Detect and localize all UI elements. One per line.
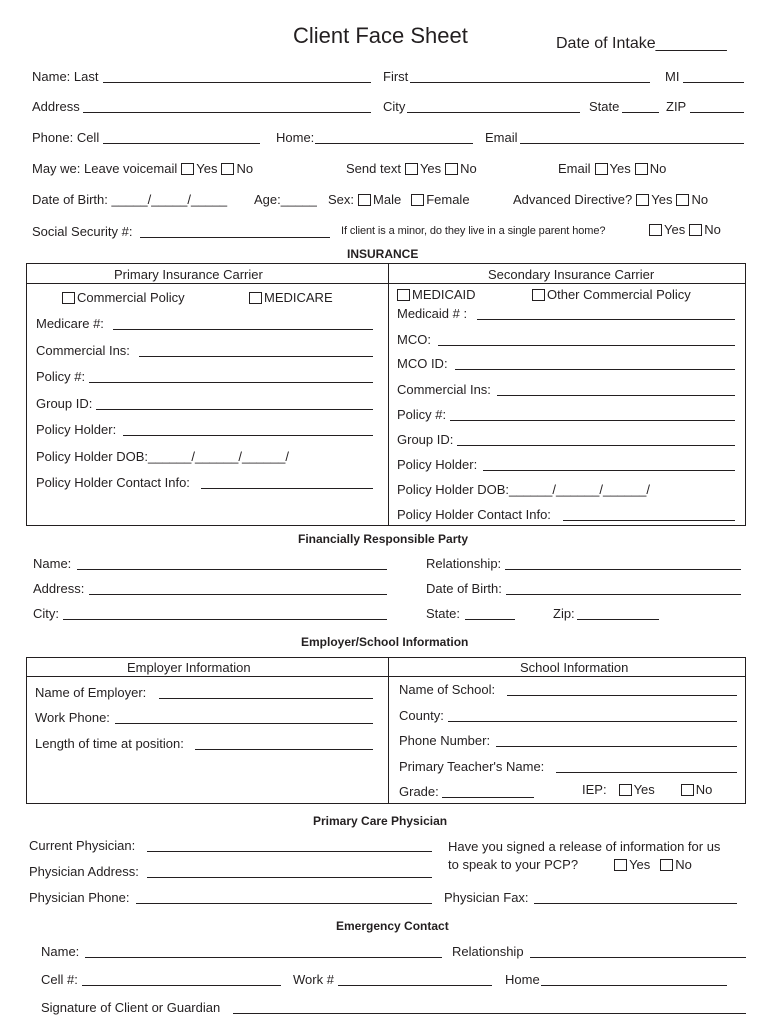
yes-label: Yes [664,222,686,237]
commercial-policy-option [58,291,185,304]
yes-label: Yes [609,161,631,176]
secondary-policy-field[interactable] [450,420,735,421]
iep-row [582,783,712,796]
state-label: State [589,99,620,114]
female-label: Female [426,192,470,207]
employer-heading: Employer/School Information [301,635,469,649]
age-label: Age:_____ [254,192,317,207]
sex-label: Sex: [328,192,355,207]
secondary-field-label: Policy Holder DOB:______/______/______/ [397,482,650,497]
school-info-header: School Information [520,660,629,675]
signature-field[interactable] [233,1013,746,1014]
dob-label: Date of Birth: _____/_____/_____ [32,192,228,207]
release-no-checkbox[interactable] [660,859,673,871]
other-commercial-checkbox[interactable] [532,289,545,301]
mco-field[interactable] [438,345,735,346]
first-name-label: First [383,69,409,84]
financial-state-field[interactable] [465,619,515,620]
ssn-field[interactable] [140,237,330,238]
mi-label: MI [665,69,680,84]
employer-divider [388,657,389,804]
physician-fax-field[interactable] [534,903,737,904]
zip-field[interactable] [690,112,744,113]
secondary-field-label: Policy #: [397,407,447,422]
primary-field-label: Policy #: [36,369,86,384]
medicaid-option [397,288,476,301]
no-label: No [695,782,713,797]
single-parent-question: If client is a minor, do they live in a single parent home? [341,225,606,237]
employer-info-header: Employer Information [127,660,251,675]
financial-dob-label: Date of Birth: [426,581,502,596]
date-of-intake-label: Date of Intake________ [556,35,727,52]
voicemail-yes-checkbox[interactable] [181,163,194,175]
commercial-policy-checkbox[interactable] [62,292,75,304]
no-label: No [649,161,667,176]
male-label: Male [373,192,402,207]
yes-label: Yes [419,161,442,176]
emergency-work-field[interactable] [338,985,492,986]
advanced-directive-row [513,193,708,206]
state-field[interactable] [622,112,659,113]
medicaid-label: MEDICAID [412,287,476,302]
no-label: No [236,161,254,176]
release-question-line2: to speak to your PCP? [448,857,579,872]
yes-label: Yes [633,782,655,797]
financial-address-field[interactable] [89,594,387,595]
ssn-label: Social Security #: [32,224,133,239]
email-yes-checkbox[interactable] [595,163,608,175]
financial-name-label: Name: [33,556,72,571]
voicemail-row [32,162,253,175]
medicare-number-field[interactable] [113,329,373,330]
last-name-label: Name: Last [32,69,99,84]
financial-name-field[interactable] [77,569,387,570]
secondary-field-label: MCO ID: [397,356,448,371]
financial-dob-field[interactable] [506,594,741,595]
work-phone-field[interactable] [115,723,373,724]
grade-field[interactable] [442,797,534,798]
county-field[interactable] [448,721,737,722]
iep-no-checkbox[interactable] [681,784,694,796]
address-field[interactable] [83,112,371,113]
sex-row [328,193,470,206]
medicaid-checkbox[interactable] [397,289,410,301]
send-text-row [346,162,477,175]
single-parent-options [645,223,721,236]
iep-label: IEP: [582,782,607,797]
physician-address-field[interactable] [147,877,432,878]
yes-label: Yes [651,192,673,207]
emergency-relationship-label: Relationship [452,944,524,959]
secondary-policy-holder-field[interactable] [483,470,735,471]
mco-id-field[interactable] [455,369,735,370]
city-field[interactable] [407,112,580,113]
employer-name-field[interactable] [159,698,373,699]
emergency-work-label: Work # [293,972,334,987]
female-checkbox[interactable] [411,194,424,206]
secondary-group-id-field[interactable] [457,445,735,446]
financial-state-label: State: [426,606,460,621]
financial-heading: Financially Responsible Party [298,532,469,546]
medicare-option [245,291,333,304]
pcp-heading: Primary Care Physician [313,814,448,828]
physician-fax-label: Physician Fax: [444,890,529,905]
commercial-policy-label: Commercial Policy [77,290,185,305]
financial-relationship-field[interactable] [505,569,741,570]
physician-phone-label: Physician Phone: [29,890,130,905]
advanced-directive-label: Advanced Directive? [513,192,633,207]
last-name-field[interactable] [103,82,371,83]
page-title: Client Face Sheet [293,23,468,48]
employer-field-label: Work Phone: [35,710,110,725]
no-label: No [704,222,721,237]
release-yes-checkbox[interactable] [614,859,627,871]
primary-policy-holder-field[interactable] [123,435,373,436]
other-commercial-label: Other Commercial Policy [547,287,691,302]
email-contact-row [558,162,666,175]
secondary-carrier-header: Secondary Insurance Carrier [488,267,655,282]
secondary-field-label: Commercial Ins: [397,382,491,397]
school-field-label: Name of School: [399,682,496,697]
email-field[interactable] [520,143,744,144]
signature-label: Signature of Client or Guardian [41,1000,221,1015]
teacher-name-field[interactable] [556,772,737,773]
primary-commercial-ins-field[interactable] [139,356,373,357]
insurance-heading: INSURANCE [347,247,419,261]
release-question-line1: Have you signed a release of information for us [448,839,721,854]
physician-address-label: Physician Address: [29,864,139,879]
employer-field-label: Name of Employer: [35,685,147,700]
male-checkbox[interactable] [358,194,371,206]
release-question-row [448,858,692,871]
cell-phone-label: Phone: Cell [32,130,100,145]
financial-city-field[interactable] [63,619,387,620]
secondary-field-label: Policy Holder: [397,457,478,472]
secondary-contact-info-field[interactable] [563,520,735,521]
emergency-name-field[interactable] [85,957,442,958]
school-phone-field[interactable] [496,746,737,747]
adv-no-checkbox[interactable] [676,194,689,206]
physician-phone-field[interactable] [136,903,432,904]
no-label: No [691,192,709,207]
text-yes-checkbox[interactable] [405,163,418,175]
medicaid-number-field[interactable] [477,319,735,320]
home-phone-label: Home: [276,130,315,145]
financial-zip-field[interactable] [577,619,659,620]
medicare-checkbox[interactable] [249,292,262,304]
city-label: City [383,99,406,114]
emergency-name-label: Name: [41,944,80,959]
grade-label: Grade: [399,784,439,799]
financial-relationship-label: Relationship: [426,556,502,571]
secondary-field-label: Policy Holder Contact Info: [397,507,551,522]
single-parent-no-checkbox[interactable] [689,224,702,236]
voicemail-label: May we: Leave voicemail [32,161,178,176]
emergency-cell-label: Cell #: [41,972,78,987]
school-field-label: County: [399,708,444,723]
employer-header-line [26,676,746,677]
address-label: Address [32,99,80,114]
send-text-label: Send text [346,161,401,176]
primary-field-label: Policy Holder Contact Info: [36,475,190,490]
primary-field-label: Medicare #: [36,316,104,331]
secondary-field-label: Group ID: [397,432,454,447]
employer-field-label: Length of time at position: [35,736,184,751]
email-contact-label: Email [558,161,591,176]
other-commercial-option [528,288,691,301]
financial-address-label: Address: [33,581,85,596]
medicare-label: MEDICARE [264,290,333,305]
emergency-relationship-field[interactable] [530,957,746,958]
voicemail-no-checkbox[interactable] [221,163,234,175]
school-field-label: Phone Number: [399,733,491,748]
school-field-label: Primary Teacher's Name: [399,759,545,774]
primary-carrier-header: Primary Insurance Carrier [114,267,263,282]
home-phone-field[interactable] [315,143,473,144]
emergency-heading: Emergency Contact [336,919,449,933]
school-name-field[interactable] [507,695,737,696]
financial-city-label: City: [33,606,59,621]
primary-field-label: Group ID: [36,396,93,411]
yes-label: Yes [196,161,218,176]
secondary-field-label: Medicaid # : [397,306,468,321]
primary-field-label: Policy Holder DOB:______/______/______/ [36,449,289,464]
no-label: No [460,161,477,176]
zip-label: ZIP [666,99,687,114]
primary-contact-info-field[interactable] [201,488,373,489]
mi-field[interactable] [683,82,744,83]
text-no-checkbox[interactable] [445,163,458,175]
financial-zip-label: Zip: [553,606,575,621]
emergency-home-label: Home [505,972,540,987]
yes-label: Yes [629,857,651,872]
primary-field-label: Policy Holder: [36,422,117,437]
iep-yes-checkbox[interactable] [619,784,632,796]
secondary-field-label: MCO: [397,332,431,347]
primary-group-id-field[interactable] [96,409,373,410]
email-no-checkbox[interactable] [635,163,648,175]
emergency-cell-field[interactable] [82,985,281,986]
insurance-header-line [26,283,746,284]
no-label: No [675,857,692,872]
email-label: Email [485,130,518,145]
current-physician-label: Current Physician: [29,838,136,853]
primary-policy-field[interactable] [89,382,373,383]
single-parent-yes-checkbox[interactable] [649,224,662,236]
first-name-field[interactable] [410,82,650,83]
adv-yes-checkbox[interactable] [636,194,649,206]
secondary-commercial-ins-field[interactable] [497,395,735,396]
insurance-divider [388,263,389,526]
emergency-home-field[interactable] [541,985,727,986]
primary-field-label: Commercial Ins: [36,343,130,358]
current-physician-field[interactable] [147,851,432,852]
length-at-position-field[interactable] [195,749,373,750]
cell-phone-field[interactable] [103,143,260,144]
